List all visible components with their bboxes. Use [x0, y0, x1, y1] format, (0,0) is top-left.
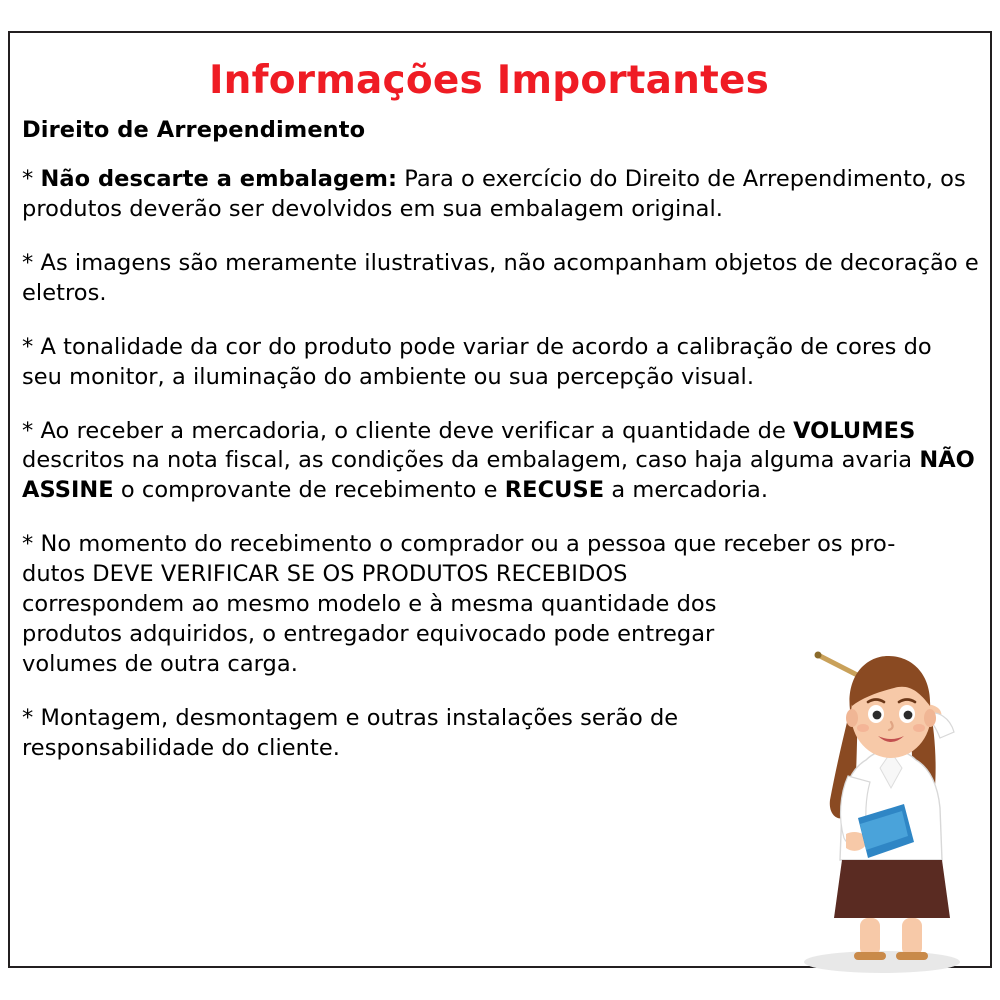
section-subtitle: Direito de Arrependimento	[22, 117, 366, 143]
paragraph-imagens-ilustrativas: * As imagens são meramente ilustrativas, não acompanham objetos de decoração e eletros.	[22, 249, 979, 306]
teacher-with-pointer-illustration	[762, 618, 992, 978]
segment-text: o comprovante de recebimento e	[113, 477, 505, 504]
segment-bold-nao-assine: NÃO ASSINE	[22, 447, 975, 504]
paragraph-first-line: * No momento do recebimento o comprador ou a pessoa que receber os pro-	[22, 531, 896, 558]
page-title: Informações Importantes	[208, 58, 770, 103]
paragraph-conferencia-volumes	[22, 417, 982, 507]
paragraph-text: dutos DEVE VERIFICAR SE OS PRODUTOS RECEBIDOS correspondem ao mesmo modelo e à mesma quantidade dos produtos adquiridos, o entregador equivocado pode entregar volumes de outra carga.	[22, 561, 717, 677]
segment-bold-volumes: VOLUMES	[793, 417, 916, 444]
segment-text: * Ao receber a mercadoria, o cliente deve verificar a quantidade de	[22, 417, 794, 444]
bold-lead-text: Não descarte a embalagem:	[40, 166, 398, 192]
paragraph-tonalidade-cor: * A tonalidade da cor do produto pode variar de acordo a calibração de cores do seu monitor, a iluminação do ambiente ou sua percepção visual.	[22, 333, 932, 390]
segment-text: descritos na nota fiscal, as condições da embalagem, caso haja alguma avaria	[22, 447, 920, 474]
bullet-marker: *	[22, 166, 34, 192]
paragraph-text: Para o exercício do Direito de Arrependimento, os produtos deverão ser devolvidos em sua embalagem original.	[22, 166, 966, 222]
paragraph-montagem-responsabilidade: * Montagem, desmontagem e outras instalações serão de responsabilidade do cliente.	[22, 704, 679, 761]
paragraph-nao-descarte-embalagem	[22, 165, 982, 225]
paragraph-verificacao-no-recebimento	[22, 530, 896, 680]
segment-text: a mercadoria.	[604, 477, 769, 504]
segment-bold-recuse: RECUSE	[504, 477, 605, 504]
